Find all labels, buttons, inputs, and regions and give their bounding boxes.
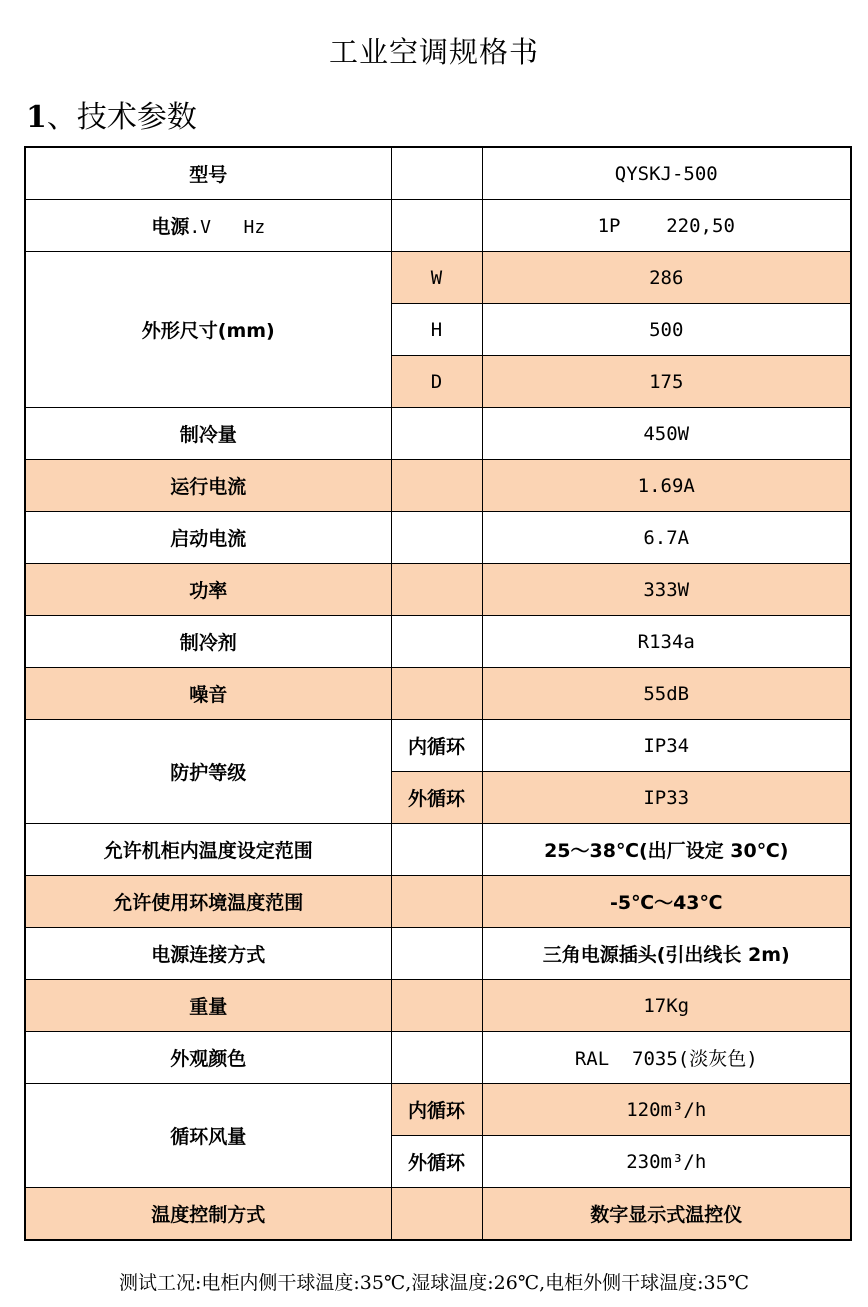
empty-cell: [391, 200, 482, 252]
value-w: 286: [482, 252, 851, 304]
value-temp-control: 数字显示式温控仪: [482, 1188, 851, 1241]
table-row: [25, 928, 851, 980]
table-row: [25, 147, 851, 200]
sub-label-inner-airflow: 内循环: [391, 1084, 482, 1136]
row-label-noise: 噪音: [25, 668, 391, 720]
value-outer-airflow: 230m³/h: [482, 1136, 851, 1188]
value-weight: 17Kg: [482, 980, 851, 1032]
value-inner-airflow: 120m³/h: [482, 1084, 851, 1136]
row-label-connection: 电源连接方式: [25, 928, 391, 980]
sub-label-inner-protection: 内循环: [391, 720, 482, 772]
table-row: [25, 1032, 851, 1084]
empty-cell: [391, 616, 482, 668]
value-inner-protection: IP34: [482, 720, 851, 772]
table-row: [25, 616, 851, 668]
value-cabinet-temp: 25～38℃(出厂设定 30℃): [482, 824, 851, 876]
value-run-current: 1.69A: [482, 460, 851, 512]
table-row: [25, 876, 851, 928]
section-separator: 、: [46, 100, 77, 135]
row-label-cooling: 制冷量: [25, 408, 391, 460]
row-label-ambient-temp: 允许使用环境温度范围: [25, 876, 391, 928]
value-cooling: 450W: [482, 408, 851, 460]
empty-cell: [391, 824, 482, 876]
value-outer-protection: IP33: [482, 772, 851, 824]
table-row: [25, 408, 851, 460]
power-label: 电源: [151, 216, 190, 238]
value-h: 500: [482, 304, 851, 356]
empty-cell: [391, 512, 482, 564]
value-power-rating: 333W: [482, 564, 851, 616]
spec-table: [24, 146, 852, 1241]
table-row: [25, 564, 851, 616]
value-model: QYSKJ-500: [482, 147, 851, 200]
table-row: [25, 200, 851, 252]
empty-cell: [391, 564, 482, 616]
sub-label-w: W: [391, 252, 482, 304]
row-label-protection: 防护等级: [25, 720, 391, 824]
test-conditions-footnote: 测试工况:电柜内侧干球温度:35℃,湿球温度:26℃,电柜外侧干球温度:35℃: [119, 1272, 749, 1294]
row-label-run-current: 运行电流: [25, 460, 391, 512]
row-label-airflow: 循环风量: [25, 1084, 391, 1188]
empty-cell: [391, 1032, 482, 1084]
section-number: 1: [26, 100, 47, 135]
empty-cell: [391, 980, 482, 1032]
sub-label-outer-protection: 外循环: [391, 772, 482, 824]
empty-cell: [391, 1188, 482, 1241]
value-d: 175: [482, 356, 851, 408]
row-label-dims: [25, 252, 391, 408]
table-row: [25, 668, 851, 720]
section-label: 技术参数: [76, 100, 197, 135]
row-label-cabinet-temp: 允许机柜内温度设定范围: [25, 824, 391, 876]
table-row: [25, 1188, 851, 1241]
empty-cell: [391, 460, 482, 512]
value-color: RAL 7035(淡灰色): [482, 1032, 851, 1084]
empty-cell: [391, 928, 482, 980]
table-row: [25, 512, 851, 564]
table-row: [25, 1084, 851, 1136]
row-label-weight: 重量: [25, 980, 391, 1032]
section-heading: [26, 92, 197, 136]
document-title: 工业空调规格书: [328, 35, 539, 69]
value-power: 1P 220,50: [482, 200, 851, 252]
empty-cell: [391, 876, 482, 928]
empty-cell: [391, 408, 482, 460]
row-label-color: 外观颜色: [25, 1032, 391, 1084]
empty-cell: [391, 147, 482, 200]
power-label-suffix: .V Hz: [189, 217, 266, 238]
sub-label-h: H: [391, 304, 482, 356]
dims-label: 外形尺寸(mm): [141, 320, 275, 342]
table-row: [25, 252, 851, 304]
table-row: [25, 460, 851, 512]
table-row: [25, 824, 851, 876]
sub-label-d: D: [391, 356, 482, 408]
row-label-start-current: 启动电流: [25, 512, 391, 564]
sub-label-outer-airflow: 外循环: [391, 1136, 482, 1188]
table-row: [25, 980, 851, 1032]
value-connection: 三角电源插头(引出线长 2m): [482, 928, 851, 980]
row-label-refrigerant: 制冷剂: [25, 616, 391, 668]
value-ambient-temp: -5℃～43℃: [482, 876, 851, 928]
row-label-power-rating: 功率: [25, 564, 391, 616]
value-refrigerant: R134a: [482, 616, 851, 668]
row-label-model: 型号: [25, 147, 391, 200]
table-row: [25, 720, 851, 772]
row-label-power: [25, 200, 391, 252]
empty-cell: [391, 668, 482, 720]
value-start-current: 6.7A: [482, 512, 851, 564]
row-label-temp-control: 温度控制方式: [25, 1188, 391, 1241]
value-noise: 55dB: [482, 668, 851, 720]
